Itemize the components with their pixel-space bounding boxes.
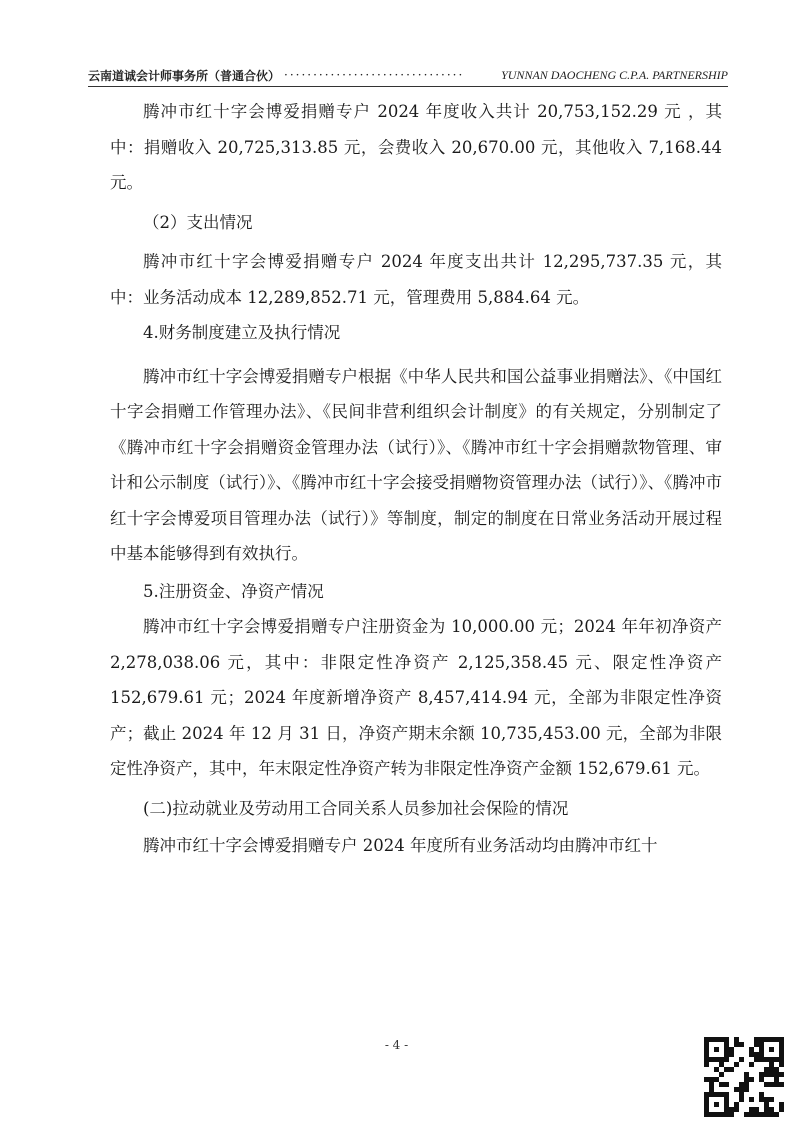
document-body: [110, 94, 722, 864]
net-assets-paragraph: 腾冲市红十字会博爱捐赠专户注册资金为 10,000.00 元；2024 年年初净资产 2,278,038.06 元，其中：非限定性净资产 2,125,358.45 元、限定性净资产 152,679.61 元；2024 年度新增净资产 8,457,414.94 元，全部为非限定性净资产；截止 2024 年 12 月 31 日，净资产期末余额 10,735,453.00 元，全部为非限定性净资产，其中，年末限定性净资产转为非限定性净资产金额 152,679.61 元。: [110, 617, 722, 778]
employment-paragraph: 腾冲市红十字会博爱捐赠专户 2024 年度所有业务活动均由腾冲市红十: [143, 836, 658, 855]
financial-system-paragraph: 腾冲市红十字会博爱捐赠专户根据《中华人民共和国公益事业捐赠法》、《中国红十字会捐赠工作管理办法》、《民间非营利组织会计制度》的有关规定，分别制定了《腾冲市红十字会捐赠资金管理办法（试行）》、《腾冲市红十字会捐赠款物管理、审计和公示制度（试行）》、《腾冲市红十字会接受捐赠物资管理办法（试行）》、《腾冲市红十字会博爱项目管理办法（试行）》等制度，制定的制度在日常业务活动开展过程中基本能够得到有效执行。: [110, 366, 722, 563]
firm-name-english: YUNNAN DAOCHENG C.P.A. PARTNERSHIP: [501, 67, 728, 82]
expense-paragraph: 腾冲市红十字会博爱捐赠专户 2024 年度支出共计 12,295,737.35 元，其中：业务活动成本 12,289,852.71 元，管理费用 5,884.64 元。: [110, 252, 722, 307]
registered-capital-heading: 5.注册资金、净资产情况: [143, 581, 324, 601]
page-header: [88, 64, 728, 86]
header-rule: [88, 86, 728, 87]
page-number: - 4 -: [384, 1038, 409, 1052]
expense-heading: （2）支出情况: [143, 212, 253, 232]
firm-name-chinese: 云南道诚会计师事务所（普通合伙）: [88, 68, 281, 83]
header-leader-dots: ·······························: [284, 68, 465, 82]
financial-system-heading: 4.财务制度建立及执行情况: [143, 323, 341, 342]
employment-heading: (二)拉动就业及劳动用工合同关系人员参加社会保险的情况: [143, 798, 569, 818]
income-paragraph: 腾冲市红十字会博爱捐赠专户 2024 年度收入共计 20,753,152.29 元 ，其中：捐赠收入 20,725,313.85 元，会费收入 20,670.00 元，其他收入 7,168.44 元。: [110, 102, 722, 192]
qr-code-icon: [704, 1037, 784, 1117]
